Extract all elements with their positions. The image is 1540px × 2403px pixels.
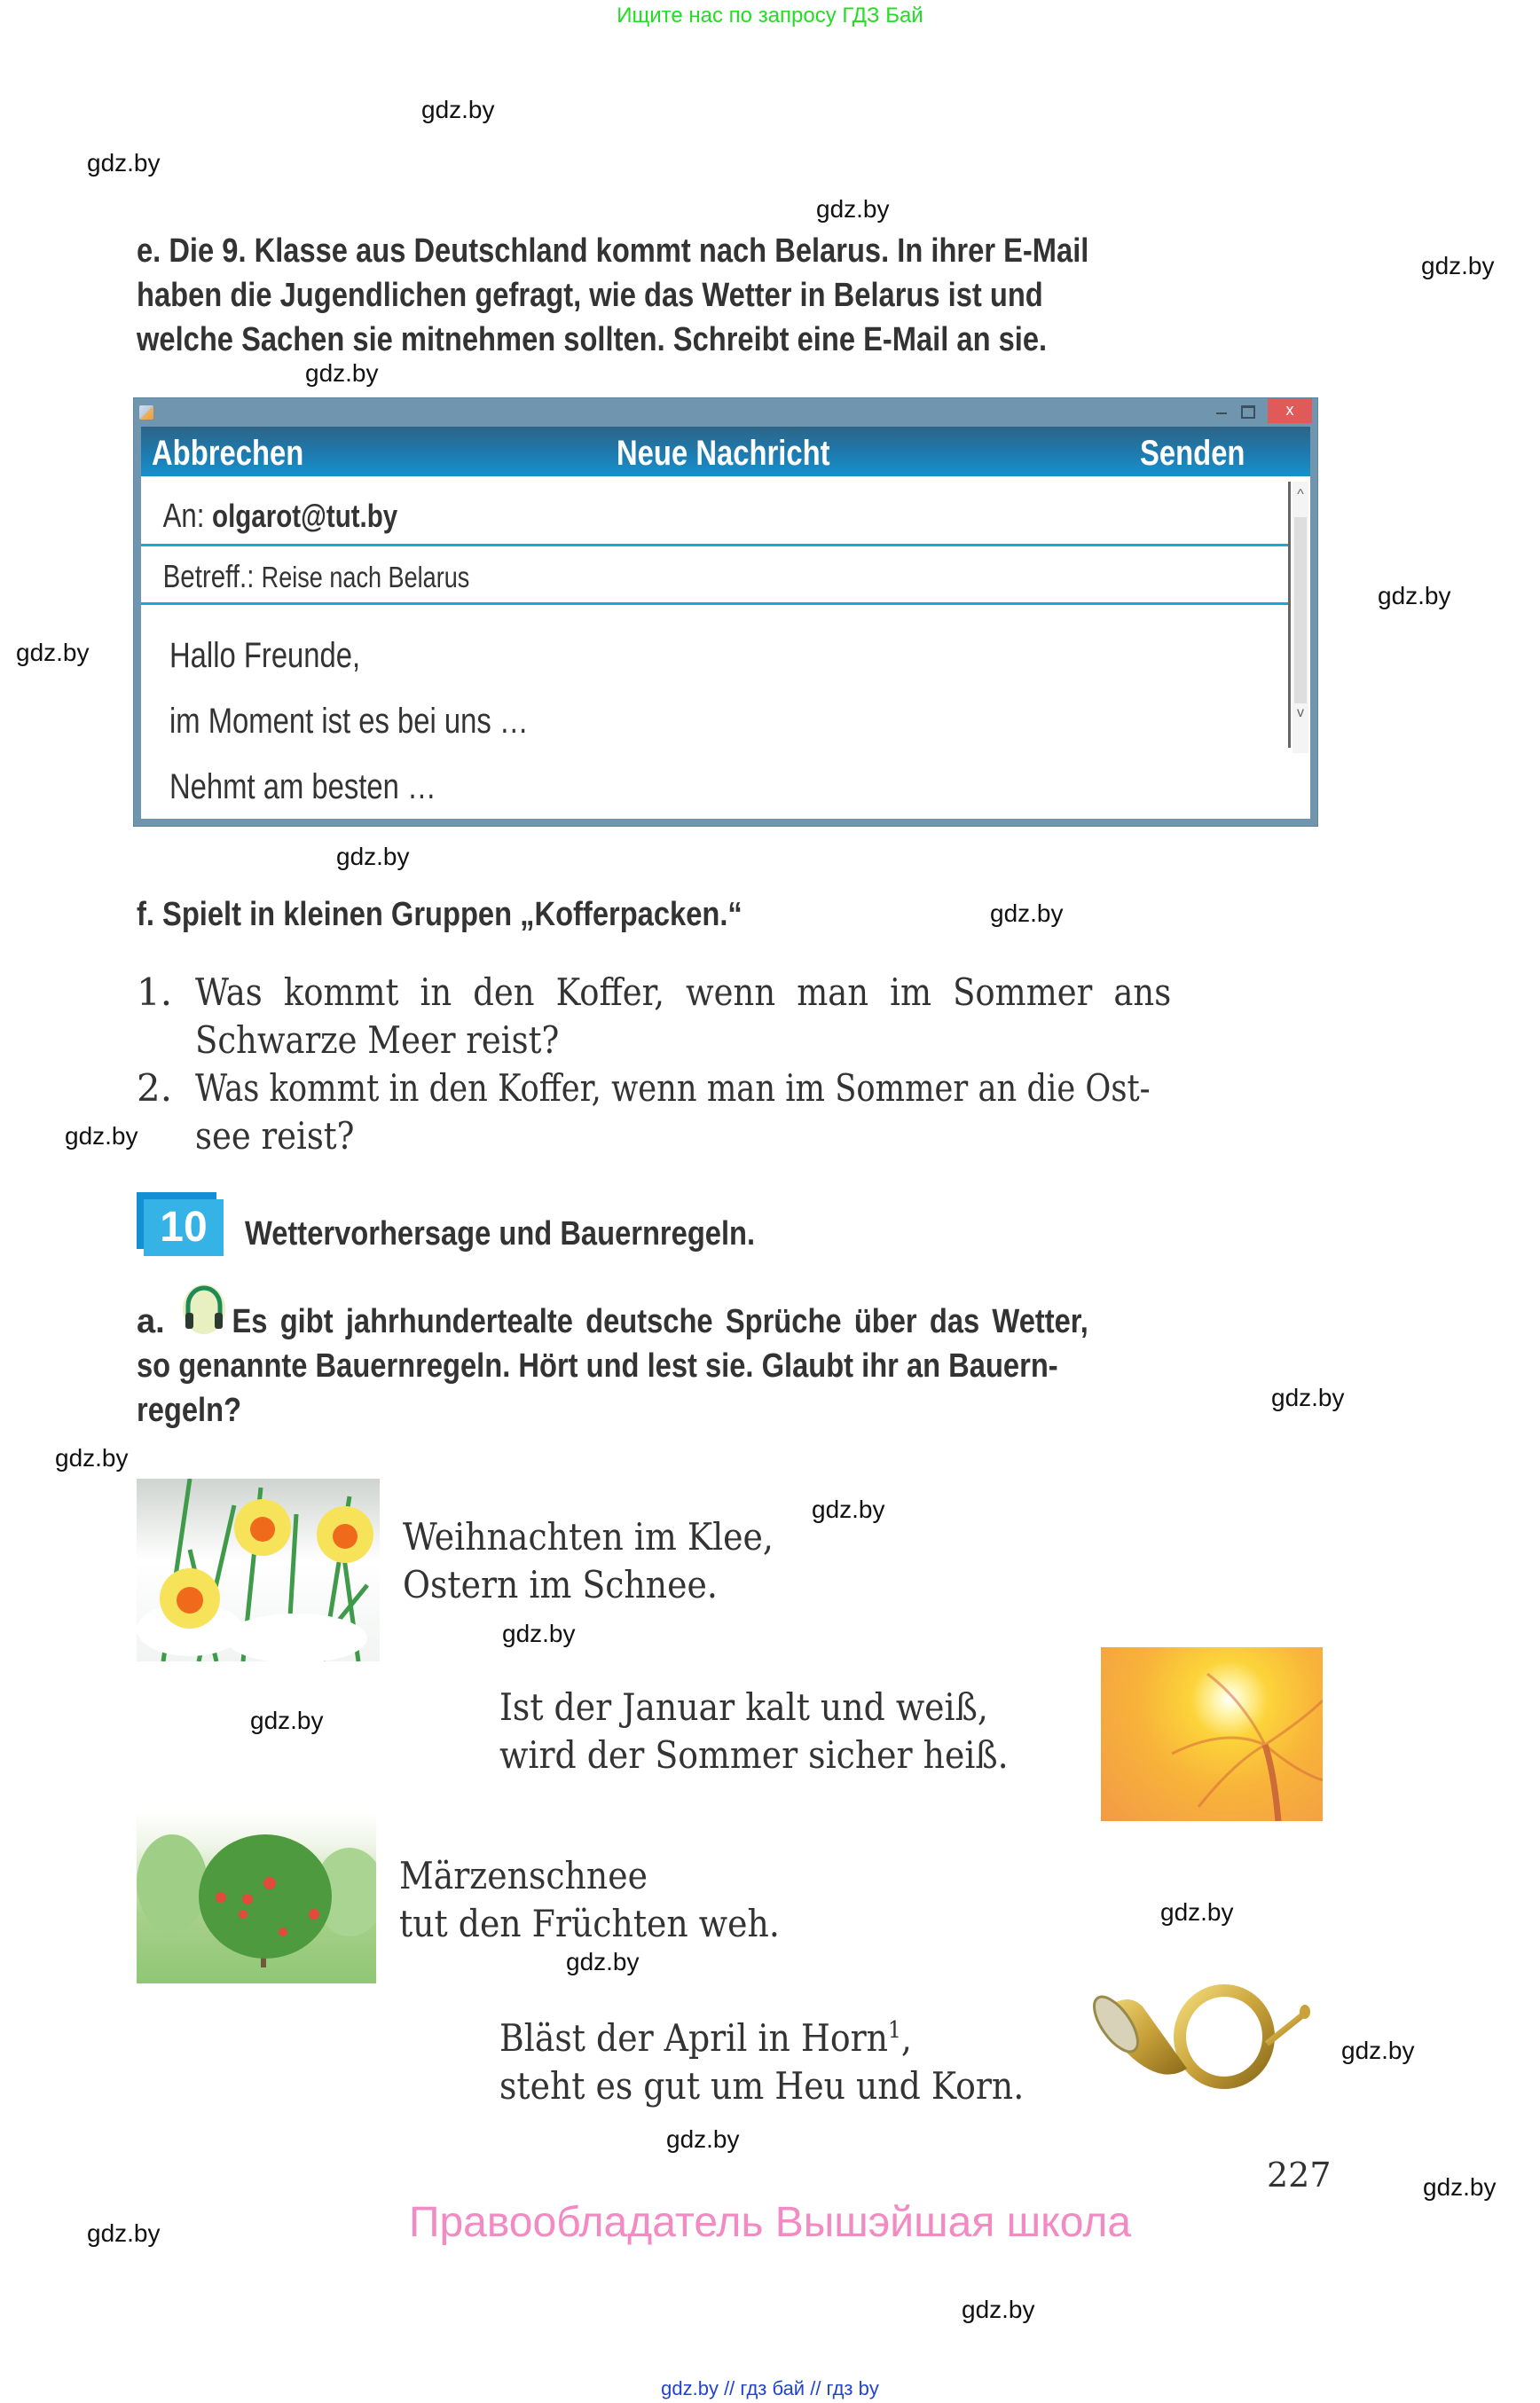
task-a-line: Es gibt jahrhundertealte deutsche Sprüche über das Wetter, bbox=[232, 1303, 1088, 1340]
subject-value[interactable]: Reise nach Belarus bbox=[261, 561, 470, 593]
watermark: gdz.by bbox=[65, 1122, 138, 1150]
saying-line bbox=[499, 2006, 1024, 2062]
scroll-up-icon[interactable]: ^ bbox=[1297, 487, 1304, 502]
section-title: Wettervorhersage und Bauernregeln. bbox=[245, 1215, 756, 1253]
watermark: gdz.by bbox=[1423, 2173, 1497, 2201]
list-item bbox=[137, 969, 1325, 1064]
watermark: gdz.by bbox=[1378, 582, 1451, 609]
saying-1 bbox=[403, 1513, 774, 1609]
to-label: An: bbox=[162, 498, 205, 535]
scrollbar-separator bbox=[1288, 482, 1291, 748]
saying-line: Weihnachten im Klee, bbox=[403, 1515, 774, 1559]
scrollbar-thumb[interactable] bbox=[1294, 517, 1307, 703]
message-line[interactable]: Nehmt am besten … bbox=[169, 767, 436, 806]
copyright-notice: Правообладатель Вышэйшая школа bbox=[408, 2199, 1132, 2246]
cancel-button[interactable]: Abbrechen bbox=[152, 434, 304, 473]
apple-tree-image bbox=[137, 1812, 376, 1983]
divider bbox=[141, 544, 1288, 546]
task-a-line: regeln? bbox=[137, 1392, 242, 1429]
watermark: gdz.by bbox=[566, 1948, 640, 1975]
post-horn-image bbox=[1089, 1980, 1322, 2104]
watermark: gdz.by bbox=[250, 1707, 324, 1734]
watermark: gdz.by bbox=[502, 1620, 576, 1647]
task-a-line: so genannte Bauernregeln. Hört und lest sie. Glaubt ihr an Bauern- bbox=[137, 1347, 1058, 1385]
task-e-instructions bbox=[137, 229, 1325, 362]
page-number: 227 bbox=[1267, 2156, 1332, 2195]
watermark: gdz.by bbox=[1160, 1898, 1234, 1926]
list-number: 1. bbox=[137, 970, 173, 1014]
saying-4 bbox=[499, 2006, 1024, 2110]
top-banner[interactable]: Ищите нас по запросу ГДЗ Бай bbox=[617, 4, 923, 27]
window-titlebar[interactable] bbox=[134, 398, 1317, 427]
watermark: gdz.by bbox=[816, 195, 890, 223]
saying-line: Märzenschnee bbox=[399, 1854, 648, 1897]
compose-title: Neue Nachricht bbox=[617, 434, 830, 473]
saying-line: tut den Früchten weh. bbox=[399, 1902, 780, 1945]
task-e-line: haben die Jugendlichen gefragt, wie das Wetter in Belarus ist und bbox=[137, 277, 1043, 314]
watermark: gdz.by bbox=[990, 899, 1064, 927]
list-text: Was kommt in den Koffer, wenn man im Sommer an die Ost- bbox=[195, 1066, 1151, 1110]
saying-line: wird der Sommer sicher heiß. bbox=[499, 1733, 1009, 1777]
list-item bbox=[137, 1064, 1325, 1160]
maximize-icon[interactable] bbox=[1241, 405, 1255, 419]
subject-field[interactable] bbox=[141, 558, 1081, 602]
daffodils-in-snow-image bbox=[137, 1479, 380, 1661]
saying-3 bbox=[399, 1852, 780, 1948]
task-a-instructions bbox=[137, 1300, 1325, 1433]
watermark: gdz.by bbox=[87, 2219, 161, 2247]
footnote-marker[interactable]: 1 bbox=[888, 2017, 901, 2044]
subject-label: Betreff.: bbox=[162, 558, 255, 594]
scroll-down-icon[interactable]: v bbox=[1297, 705, 1304, 720]
watermark: gdz.by bbox=[1421, 252, 1495, 279]
saying-line: Ostern im Schnee. bbox=[403, 1563, 718, 1606]
watermark: gdz.by bbox=[812, 1496, 885, 1523]
saying-text: Bläst der April in Horn bbox=[499, 2016, 889, 2060]
minimize-icon[interactable] bbox=[1216, 409, 1227, 414]
watermark: gdz.by bbox=[1341, 2037, 1415, 2064]
list-text: see reist? bbox=[195, 1114, 355, 1158]
app-icon bbox=[139, 405, 153, 420]
watermark: gdz.by bbox=[87, 149, 161, 177]
saying-2 bbox=[499, 1684, 1009, 1779]
section-number: 10 bbox=[144, 1199, 224, 1256]
watermark: gdz.by bbox=[666, 2125, 740, 2153]
saying-line: Ist der Januar kalt und weiß, bbox=[499, 1685, 988, 1729]
watermark: gdz.by bbox=[305, 359, 379, 387]
divider bbox=[141, 602, 1288, 605]
section-number-badge bbox=[124, 1180, 240, 1268]
to-field[interactable] bbox=[141, 498, 1081, 542]
saying-line: steht es gut um Heu und Korn. bbox=[499, 2064, 1025, 2108]
compose-header bbox=[141, 427, 1310, 476]
task-a-label: a. bbox=[137, 1303, 165, 1340]
close-button[interactable]: x bbox=[1268, 398, 1312, 423]
watermark: gdz.by bbox=[962, 2296, 1035, 2323]
saying-text: , bbox=[900, 2016, 912, 2060]
footer-links[interactable]: gdz.by // гдз бай // гдз by bbox=[661, 2377, 879, 2399]
to-value[interactable]: olgarot@tut.by bbox=[212, 498, 398, 534]
task-e-line: e. Die 9. Klasse aus Deutschland kommt nach Belarus. In ihrer E-Mail bbox=[137, 232, 1089, 270]
message-line[interactable]: Hallo Freunde, bbox=[169, 636, 361, 675]
send-button[interactable]: Senden bbox=[1140, 434, 1245, 473]
message-line[interactable]: im Moment ist es bei uns … bbox=[169, 702, 529, 741]
watermark: gdz.by bbox=[421, 96, 495, 123]
sun-and-palm-image bbox=[1101, 1647, 1323, 1821]
watermark: gdz.by bbox=[55, 1444, 129, 1472]
watermark: gdz.by bbox=[336, 843, 410, 870]
email-compose-window bbox=[133, 397, 1318, 827]
task-f-heading: f. Spielt in kleinen Gruppen „Kofferpacken.“ bbox=[137, 896, 742, 933]
watermark: gdz.by bbox=[16, 639, 90, 666]
task-f-list bbox=[137, 969, 1325, 1160]
list-number: 2. bbox=[137, 1066, 173, 1110]
compose-body bbox=[141, 476, 1310, 819]
task-e-line: welche Sachen sie mitnehmen sollten. Schreibt eine E-Mail an sie. bbox=[137, 321, 1048, 358]
list-text: Was kommt in den Koffer, wenn man im Sommer ans bbox=[195, 970, 1172, 1014]
list-text: Schwarze Meer reist? bbox=[195, 1018, 560, 1062]
watermark: gdz.by bbox=[1271, 1384, 1345, 1411]
